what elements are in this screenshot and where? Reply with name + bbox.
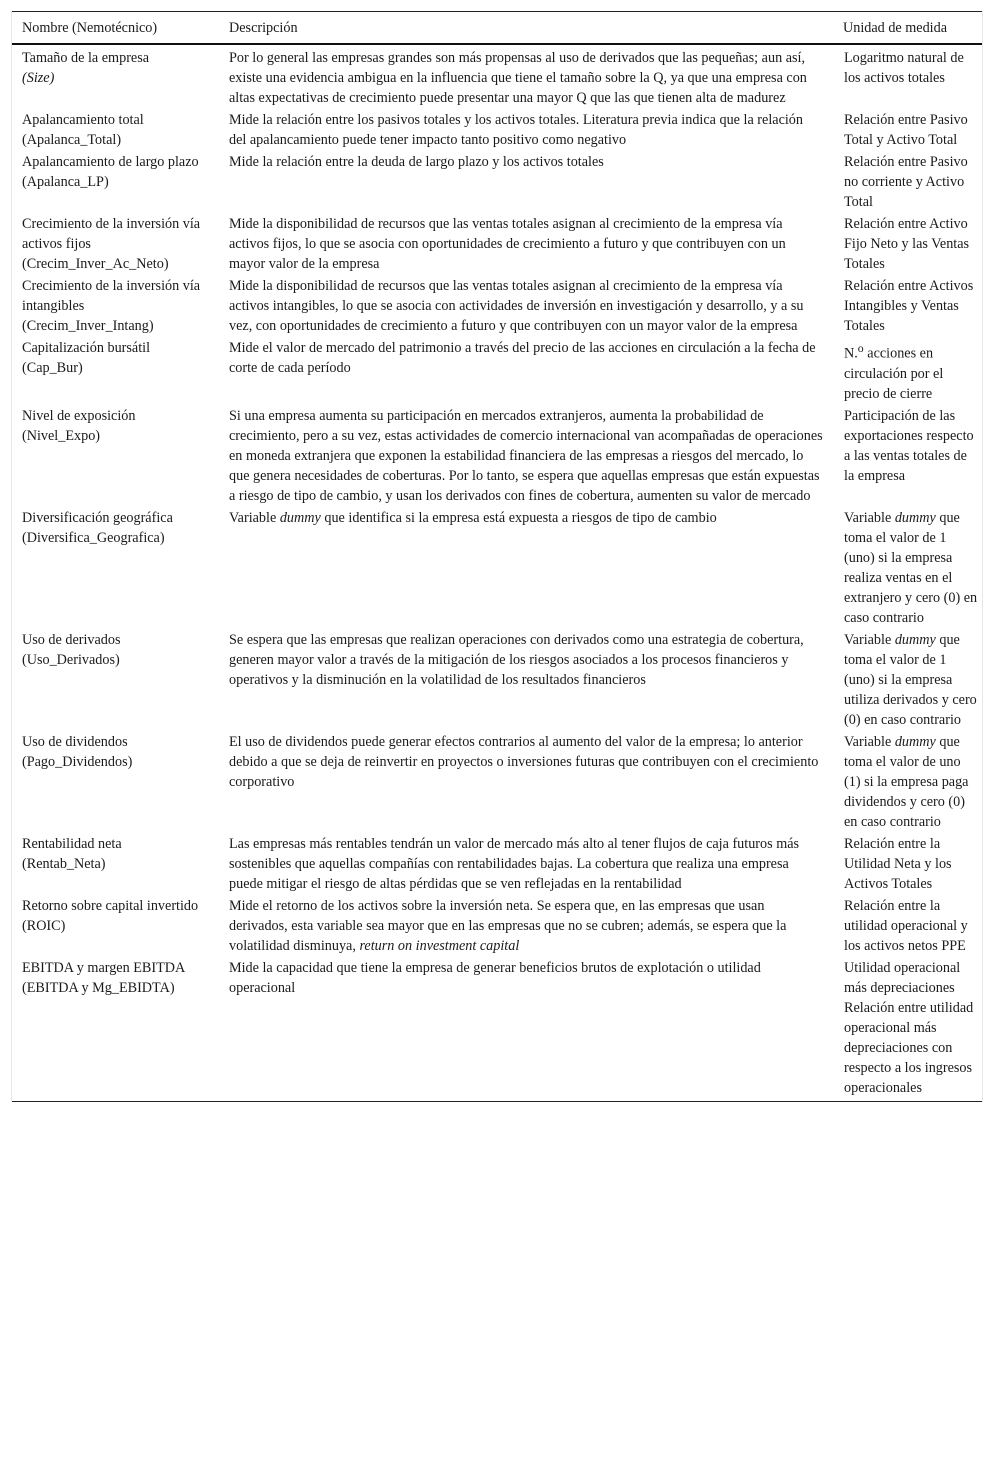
description-emphasis: dummy [279, 509, 321, 526]
cell-description: Si una empresa aumenta su participación en mercados extranjeros, aumenta la probabilidad de crecimiento, pero a su vez, estas actividades de comercio internacional van acompañadas de operaciones en moneda extranjera que exponen la estabilidad financiera de las empresas a riesgos del mercado, lo que genera necesidades de coberturas. Por lo tanto, se espera que aquellas empresas que están expuestas a riesgo de tipo de cambio, y usan los derivados con fines de cobertura, aumenten su valor de mercado [229, 407, 823, 504]
cell-unit: Relación entre Activos Intangibles y Ventas Totales [844, 278, 974, 334]
cell-name [12, 275, 219, 337]
cell-name [12, 629, 219, 731]
variable-name: Capitalización bursátil [22, 340, 151, 356]
cell-description: Mide el valor de mercado del patrimonio a través del precio de las acciones en circulación a la fecha de corte de cada período [229, 340, 816, 376]
header-unit: Unidad de medida [833, 12, 982, 45]
cell-unit: Participación de las exportaciones respecto a las ventas totales de la empresa [844, 407, 974, 484]
cell-unit [833, 507, 982, 629]
table-row [12, 405, 982, 507]
variable-code: (Apalanca_LP) [22, 174, 109, 190]
unit-text: acciones en circulación por el precio de cierre [844, 345, 944, 402]
variable-code: (ROIC) [22, 917, 66, 934]
cell-description: Las empresas más rentables tendrán un valor de mercado más alto al tener flujos de caja futuros más sostenibles que aquellas compañías con rentabilidades bajas. La cobertura que realiza una empresa puede mitigar el riesgo de altas pérdidas que se ven reflejadas en la rentabilidad [229, 835, 800, 892]
variables-table [12, 11, 982, 1102]
cell-unit [833, 629, 982, 731]
header-description: Descripción [219, 12, 833, 45]
cell-unit: Relación entre la Utilidad Neta y los Activos Totales [844, 835, 952, 892]
cell-unit: Relación entre Pasivo Total y Activo Total [844, 112, 968, 148]
variable-name: Crecimiento de la inversión vía activos fijos [22, 216, 201, 252]
variable-name: Apalancamiento total [22, 112, 144, 128]
description-text: Variable [229, 509, 280, 526]
variable-code: (Cap_Bur) [22, 360, 83, 376]
table-row [12, 213, 982, 275]
description-text: que identifica si la empresa está expuesta a riesgos de tipo de cambio [320, 509, 717, 526]
table-row [12, 337, 982, 405]
unit-emphasis: dummy [894, 509, 936, 526]
cell-name [12, 957, 219, 1102]
variable-code: (Nivel_Expo) [22, 427, 101, 444]
variable-name: Nivel de exposición [22, 407, 136, 424]
table-row [12, 895, 982, 957]
cell-description [219, 895, 833, 957]
unit-text: que toma el valor de 1 (uno) si la empresa utiliza derivados y cero (0) en caso contrario [844, 631, 977, 728]
unit-prefix: N. [844, 345, 858, 362]
unit-text: Variable [844, 509, 895, 526]
variable-code: (Crecim_Inver_Ac_Neto) [22, 256, 169, 272]
cell-description: Mide la capacidad que tiene la empresa de generar beneficios brutos de explotación o utilidad operacional [219, 957, 833, 1102]
unit-emphasis: dummy [894, 631, 936, 648]
cell-description [219, 507, 833, 629]
header-name: Nombre (Nemotécnico) [12, 12, 219, 45]
table-row [12, 151, 982, 213]
cell-unit [833, 731, 982, 833]
unit-text: Variable [844, 631, 895, 648]
cell-description: Por lo general las empresas grandes son más propensas al uso de derivados que las pequeñas; aun así, existe una evidencia ambigua en la influencia que tiene el tamaño sobre la Q, ya que una empresa con altas expectativas de crecimiento puede presentar una mayor Q que las que tienen alta de madurez [229, 50, 807, 106]
cell-unit: Relación entre Activo Fijo Neto y las Ventas Totales [844, 216, 970, 272]
cell-unit: Relación entre Pasivo no corriente y Activo Total [844, 154, 968, 210]
cell-name [12, 213, 219, 275]
cell-name [12, 731, 219, 833]
cell-description: El uso de dividendos puede generar efectos contrarios al aumento del valor de la empresa; lo anterior debido a que se deja de reinvertir en proyectos o inversiones futuras que contribuyen con el crecimiento corporativo [229, 733, 819, 790]
unit-text: que toma el valor de 1 (uno) si la empresa realiza ventas en el extranjero y cero (0) en caso contrario [844, 509, 978, 626]
variables-table-container [11, 11, 983, 1102]
variable-code: (Rentab_Neta) [22, 855, 106, 872]
unit-text: Variable [844, 733, 895, 750]
unit-superscript: o [857, 341, 864, 355]
cell-name [12, 44, 219, 109]
unit-text-secondary: Relación entre utilidad operacional más depreciaciones con respecto a los ingresos operacionales [844, 999, 974, 1096]
variable-code: (Crecim_Inver_Intang) [22, 318, 154, 334]
variable-code: (EBITDA y Mg_EBIDTA) [22, 979, 175, 996]
variable-name: Uso de derivados [22, 631, 121, 648]
variable-name: Tamaño de la empresa [22, 50, 150, 66]
table-row [12, 275, 982, 337]
table-header-row [12, 12, 982, 45]
description-emphasis: return on investment capital [359, 937, 520, 954]
cell-name [12, 895, 219, 957]
unit-text: Utilidad operacional más depreciaciones [844, 959, 961, 996]
variable-code: (Pago_Dividendos) [22, 753, 133, 770]
cell-unit: Relación entre la utilidad operacional y los activos netos PPE [844, 897, 968, 954]
variable-name: EBITDA y margen EBITDA [22, 959, 185, 976]
table-row [12, 629, 982, 731]
variable-name: Uso de dividendos [22, 733, 128, 750]
cell-description: Mide la relación entre los pasivos totales y los activos totales. Literatura previa indica que la relación del apalancamiento puede tener impacto tanto positivo como negativo [229, 112, 803, 148]
cell-name [12, 151, 219, 213]
cell-name [12, 833, 219, 895]
variable-name: Diversificación geográfica [22, 509, 173, 526]
table-row [12, 44, 982, 109]
cell-description: Mide la relación entre la deuda de largo plazo y los activos totales [229, 154, 604, 170]
variable-name: Rentabilidad neta [22, 835, 122, 852]
description-text: Mide el retorno de los activos sobre la inversión neta. Se espera que, en las empresas que usan derivados, esta variable sea mayor que en las empresas que no se cubren; además, se espera que la volatilidad disminuya, [229, 897, 787, 954]
cell-unit [833, 337, 982, 405]
cell-unit: Logaritmo natural de los activos totales [844, 50, 964, 86]
variable-name: Retorno sobre capital invertido [22, 897, 199, 914]
cell-name [12, 337, 219, 405]
table-row [12, 731, 982, 833]
table-row [12, 833, 982, 895]
cell-description: Se espera que las empresas que realizan operaciones con derivados como una estrategia de cobertura, generen mayor valor a través de la mitigación de los riesgos asociados a los procesos financieros y operativos y la disminución en la volatilidad de los resultados financieros [229, 631, 804, 688]
table-row [12, 109, 982, 151]
unit-emphasis: dummy [894, 733, 936, 750]
table-row [12, 507, 982, 629]
variable-code: (Diversifica_Geografica) [22, 529, 165, 546]
cell-description: Mide la disponibilidad de recursos que las ventas totales asignan al crecimiento de la empresa vía activos intangibles, lo que se asocia con actividades de inversión en investigación y desarrollo, y a su vez, con oportunidades de crecimiento a futuro y que contribuyen con un mayor valor de la empresa [229, 278, 804, 334]
cell-unit [833, 957, 982, 1102]
variable-name: Apalancamiento de largo plazo [22, 154, 199, 170]
table-row [12, 957, 982, 1102]
cell-description: Mide la disponibilidad de recursos que las ventas totales asignan al crecimiento de la empresa vía activos fijos, lo que se asocia con oportunidades de crecimiento a futuro y que contribuyen con un mayor valor de la empresa [229, 216, 786, 272]
variable-name: Crecimiento de la inversión vía intangibles [22, 278, 201, 314]
cell-name [12, 405, 219, 507]
cell-name [12, 507, 219, 629]
variable-code: (Uso_Derivados) [22, 651, 120, 668]
variable-code: (Size) [22, 70, 55, 86]
cell-name [12, 109, 219, 151]
unit-text: que toma el valor de uno (1) si la empresa paga dividendos y cero (0) en caso contrario [844, 733, 969, 830]
variable-code: (Apalanca_Total) [22, 132, 122, 148]
